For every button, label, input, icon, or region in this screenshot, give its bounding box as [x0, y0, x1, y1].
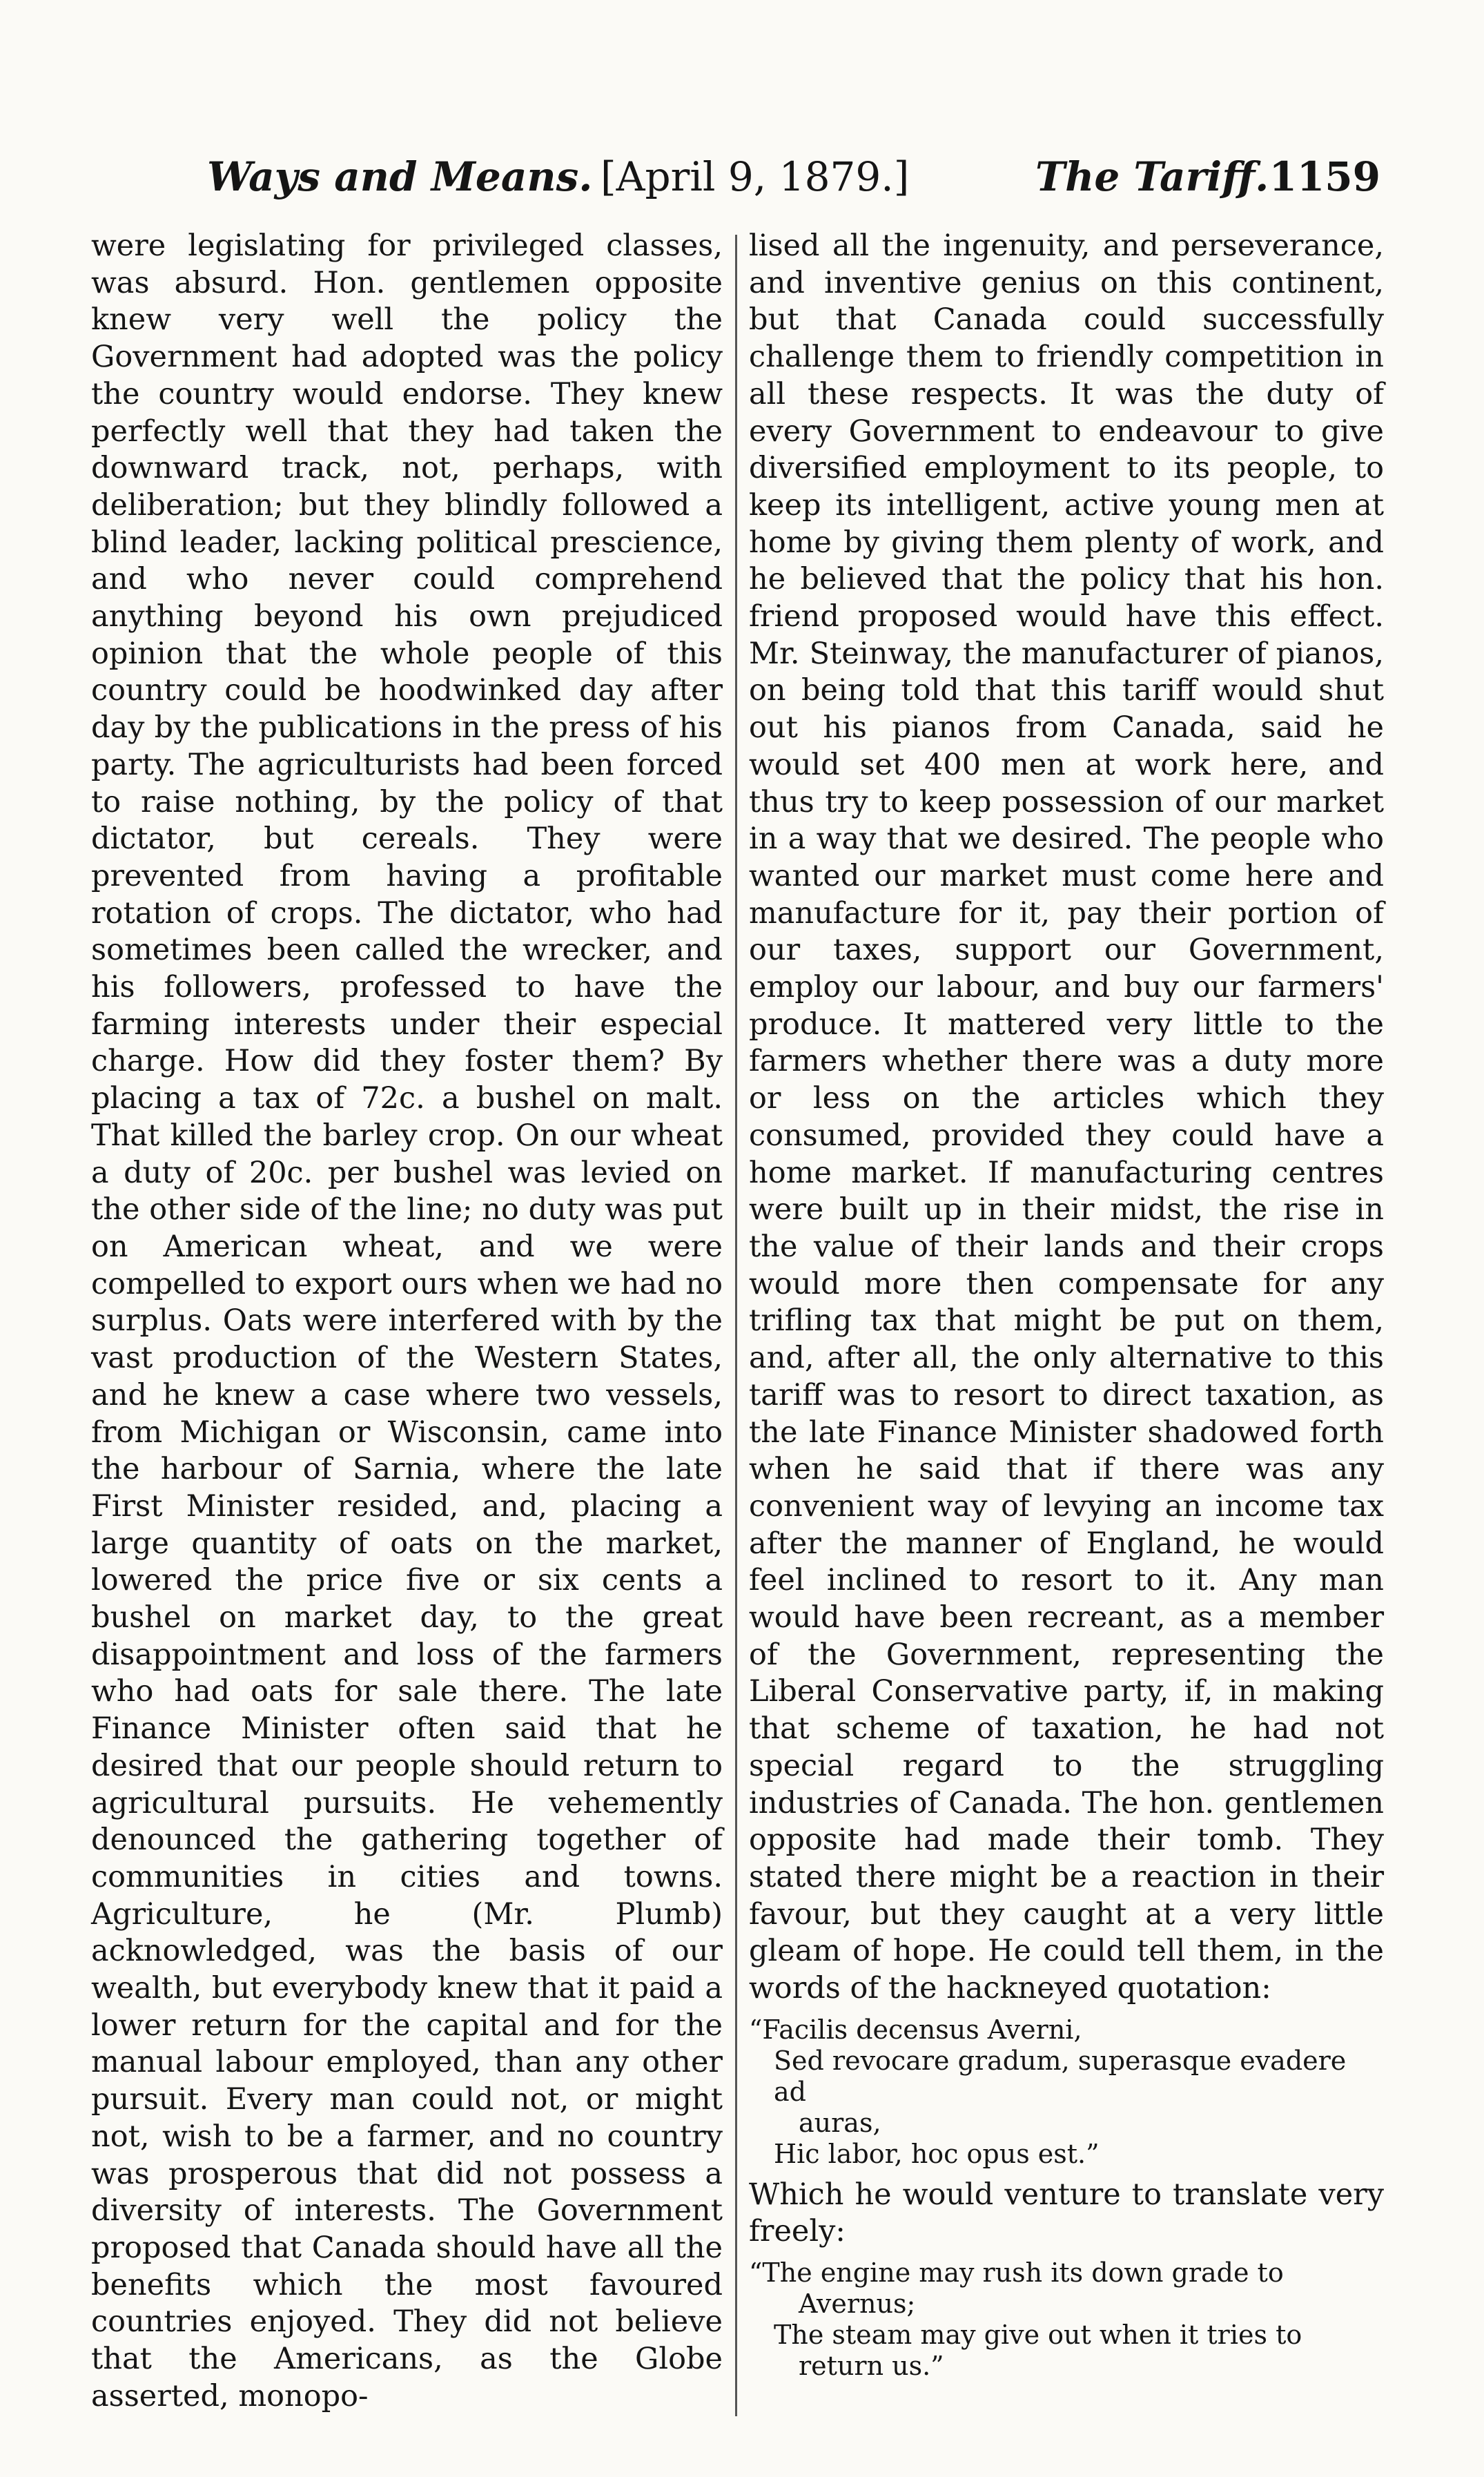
left-column-text: were legislating for privileged classes, was absurd. Hon. gentlemen opposite knew very well the policy the Government had adopted was the policy the country would endorse. They knew perfectly well that they had taken the downward track, not, perhaps, with deliberation; but they blindly followed a blind leader, lacking political prescience, and who never could comprehend anything beyond his own prejudiced opinion that the whole people of this country could be hoodwinked day after day by the publications in the press of his party. The agriculturists had been forced to raise nothing, by the policy of that dictator, but cereals. They were prevented from having a profitable rotation of crops. The dictator, who had sometimes been called the wrecker, and his followers, professed to have the farming interests under their especial charge. How did they foster them? By placing a tax of 72c. a bushel on malt. That killed the barley crop. On our wheat a duty of 20c. per bushel was levied on the other side of the line; no duty was put on American wheat, and we were compelled to export ours when we had no surplus. Oats were interfered with by the vast production of the Western States, and he knew a case where two vessels, from Michigan or Wisconsin, came into the harbour of Sarnia, where the late First Minister resided, and, placing a large quantity of oats on the market, lowered the price five or six cents a bushel on market day, to the great disappointment and loss of the farmers who had oats for sale there. The late Finance Minister often said that he desired that our people should return to agricultural pursuits. He vehemently denounced the gathering together of communities in cities and towns. Agriculture, he (Mr. Plumb) acknowledged, was the basis of our wealth, but everybody knew that it paid a lower return for the capital and for the manual labour employed, than any other pursuit. Every man could not, or might not, wish to be a farmer, and no country was prosperous that did not possess a diversity of interests. The Government proposed that Canada should have all the benefits which the most favoured countries enjoyed. They did not believe that the Americans, as the Globe asserted, monopo- [91, 229, 723, 2413]
translation-intro: Which he would venture to translate very freely: [749, 2177, 1384, 2249]
header-section-title: Ways and Means. [207, 153, 593, 200]
quote-line: Avernus; [799, 2289, 916, 2320]
quote-line: Hic labor, hoc opus est.” [774, 2138, 1100, 2169]
right-column [749, 228, 1384, 2389]
right-column-text: lised all the ingenuity, and perseverance, and inventive genius on this continent, but that Canada could successfully challenge them to friendly competition in all these respects. It was the duty of every Government to endeavour to give diversified employment to its people, to keep its intelligent, active young men at home by giving them plenty of work, and he believed that the policy that his hon. friend proposed would have this effect. Mr. Steinway, the manufacturer of pianos, on being told that this tariff would shut out his pianos from Canada, said he would set 400 men at work here, and thus try to keep possession of our market in a way that we desired. The people who wanted our market must come here and manufacture for it, pay their portion of our taxes, support our Government, employ our labour, and buy our farmers' produce. It mattered very little to the farmers whether there was a duty more or less on the articles which they consumed, provided they could have a home market. If manufacturing centres were built up in their midst, the rise in the value of their lands and their crops would more then compensate for any trifling tax that might be put on them, and, after all, the only alternative to this tariff was to resort to direct taxation, as the late Finance Minister shadowed forth when he said that if there was any convenient way of levying an income tax after the manner of England, he would feel inclined to resort to it. Any man would have been recreant, as a member of the Government, representing the Liberal Conservative party, if, in making that scheme of taxation, he had not special regard to the struggling industries of Canada. The hon. gentlemen opposite had made their tomb. They stated there might be a reaction in their favour, but they caught at a very little gleam of hope. He could tell them, in the words of the hackneyed quotation: [749, 229, 1384, 2006]
header-date: [April 9, 1879.] [601, 153, 910, 200]
quote-line: The steam may give out when it tries to [774, 2320, 1302, 2351]
quote-line: return us.” [799, 2351, 944, 2382]
quote-line: auras, [799, 2107, 881, 2138]
quote-line: “Facilis decensus Averni, [749, 2014, 1082, 2045]
latin-quotation [749, 2014, 1384, 2170]
column-divider [735, 235, 737, 2416]
quote-line: “The engine may rush its down grade to [749, 2257, 1284, 2289]
page-number: 1159 [1269, 153, 1380, 200]
left-column [91, 228, 723, 2415]
page-header [207, 153, 1380, 215]
header-topic: The Tariff. [1035, 153, 1269, 200]
english-quotation [749, 2257, 1384, 2382]
quote-line: Sed revocare gradum, superasque evadere ad [774, 2045, 1347, 2107]
